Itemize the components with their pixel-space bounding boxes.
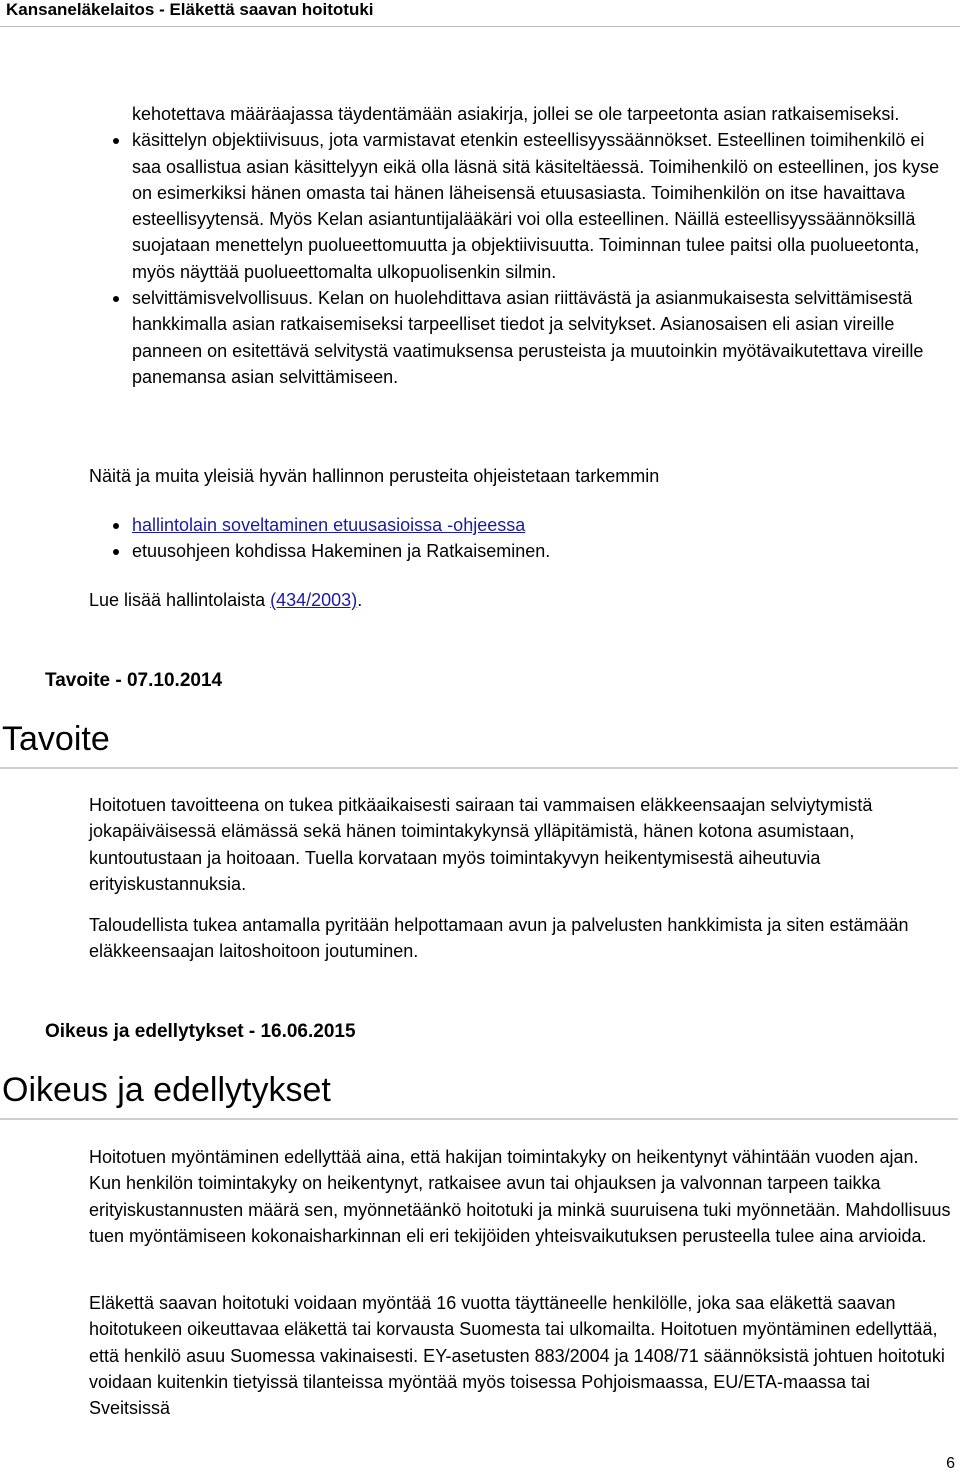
principles-list — [110, 101, 958, 390]
section-oikeus-divider — [0, 1118, 958, 1120]
guidance-intro: Näitä ja muita yleisiä hyvän hallinnon perusteita ohjeistetaan tarkemmin — [89, 466, 660, 486]
section-oikeus-meta: Oikeus ja edellytykset - 16.06.2015 — [45, 1021, 356, 1042]
page-number: 6 — [946, 1455, 955, 1472]
list-item-guidance-link — [110, 512, 958, 538]
list-item-text: kehotettava määräajassa täydentämään asiakirja, jollei se ole tarpeetonta asian ratkaisemiseksi. — [132, 104, 900, 124]
bullet-icon — [113, 138, 119, 144]
section-oikeus-title: Oikeus ja edellytykset — [2, 1071, 331, 1109]
section-tavoite-title: Tavoite — [2, 720, 110, 758]
bullet-icon — [113, 523, 119, 529]
list-item-objectivity — [110, 127, 958, 285]
document-header-title: Kansaneläkelaitos - Eläkettä saavan hoitotuki — [6, 0, 374, 19]
read-more-text: Lue lisää hallintolaista — [89, 590, 271, 610]
list-item-guidance-sections — [110, 538, 958, 564]
list-item-investigation-duty — [110, 285, 958, 390]
section-tavoite-meta: Tavoite - 07.10.2014 — [45, 670, 223, 691]
header-divider — [0, 26, 960, 27]
oikeus-paragraph: Hoitotuen myöntäminen edellyttää aina, että hakijan toimintakyky on heikentynyt vähintään vuoden ajan. Kun henkilön toimintakyky on heikentynyt, ratkaisee avun tai ohjauksen ja valvonnan tarpeen taikka erityiskustannusten määrä sen, myönnetäänkö hoitotuki ja minkä suuruisena tuki myönnetään. Mahdollisuus tuen myöntämiseen kokonaisharkinnan eli eri tekijöiden yhteisvaikutuksen perusteella tulee aina arvioida. — [89, 1147, 951, 1246]
list-item-text: käsittelyn objektiivisuus, jota varmistavat etenkin esteellisyyssäännökset. Esteellinen toimihenkilö ei saa osallistua asian käsittelyyn eikä olla läsnä sitä käsiteltäessä. Toimihenkilö on esteellinen, jos kyse on esimerkiksi hänen omasta tai hänen läheisensä etuusasiasta. Toimihenkilön on itse havaittava esteellisyytensä. Myös Kelan asiantuntijalääkäri voi olla esteellinen. Näillä esteellisyyssäännöksillä suojataan menettelyn puolueettomuutta ja objektiivisuutta. Toiminnan tulee paitsi olla puolueetonta, myös näyttää puolueettomalta ulkopuolisenkin silmin. — [132, 130, 940, 282]
guidance-list — [110, 512, 958, 565]
tavoite-paragraph: Taloudellista tukea antamalla pyritään helpottamaan avun ja palvelusten hankkimista ja siten estämään eläkkeensaajan laitoshoitoon joutuminen. — [89, 915, 909, 962]
oikeus-paragraph: Eläkettä saavan hoitotuki voidaan myöntää 16 vuotta täyttäneelle henkilölle, joka saa eläkettä saavan hoitotukeen oikeuttavaa eläkettä tai korvausta Suomesta tai ulkomailta. Hoitotuen myöntäminen edellyttää, että henkilö asuu Suomessa vakinaisesti. EY-asetusten 883/2004 ja 1408/71 säännöksistä johtuen hoitotuki voidaan kuitenkin tietyissä tilanteissa myöntää myös toisessa Pohjoismaassa, EU/ETA-maassa tai Sveitsissä — [89, 1293, 945, 1419]
section-tavoite-divider — [0, 767, 958, 769]
tavoite-paragraph: Hoitotuen tavoitteena on tukea pitkäaikaisesti sairaan tai vammaisen eläkkeensaajan selviytymistä jokapäiväisessä elämässä sekä hänen toimintakykynsä ylläpitämistä, hänen kotona asumistaan, kuntoutustaan ja hoitoaan. Tuella korvataan myös toimintakyvyn heikentymisestä aiheutuvia erityiskustannuksia. — [89, 795, 873, 894]
list-item-text: selvittämisvelvollisuus. Kelan on huolehdittava asian riittävästä ja asianmukaisesta selvittämisestä hankkimalla asian ratkaisemiseksi tarpeelliset tiedot ja selvitykset. Asianosaisen eli asian vireille panneen on esitettävä selvitystä vaatimuksensa perusteista ja muutoinkin myötävaikutettava vireille panemansa asian selvittämiseen. — [132, 288, 924, 387]
bullet-icon — [113, 549, 119, 555]
read-more-line — [89, 587, 955, 613]
administrative-law-guide-link[interactable]: hallintolain soveltaminen etuusasioissa -ohjeessa — [132, 515, 526, 535]
read-more-suffix: . — [357, 590, 363, 610]
bullet-icon — [113, 296, 119, 302]
list-item-text: etuusohjeen kohdissa Hakeminen ja Ratkaiseminen. — [132, 541, 551, 562]
administrative-act-link[interactable]: (434/2003) — [270, 590, 358, 610]
list-item-continuation — [110, 101, 958, 127]
